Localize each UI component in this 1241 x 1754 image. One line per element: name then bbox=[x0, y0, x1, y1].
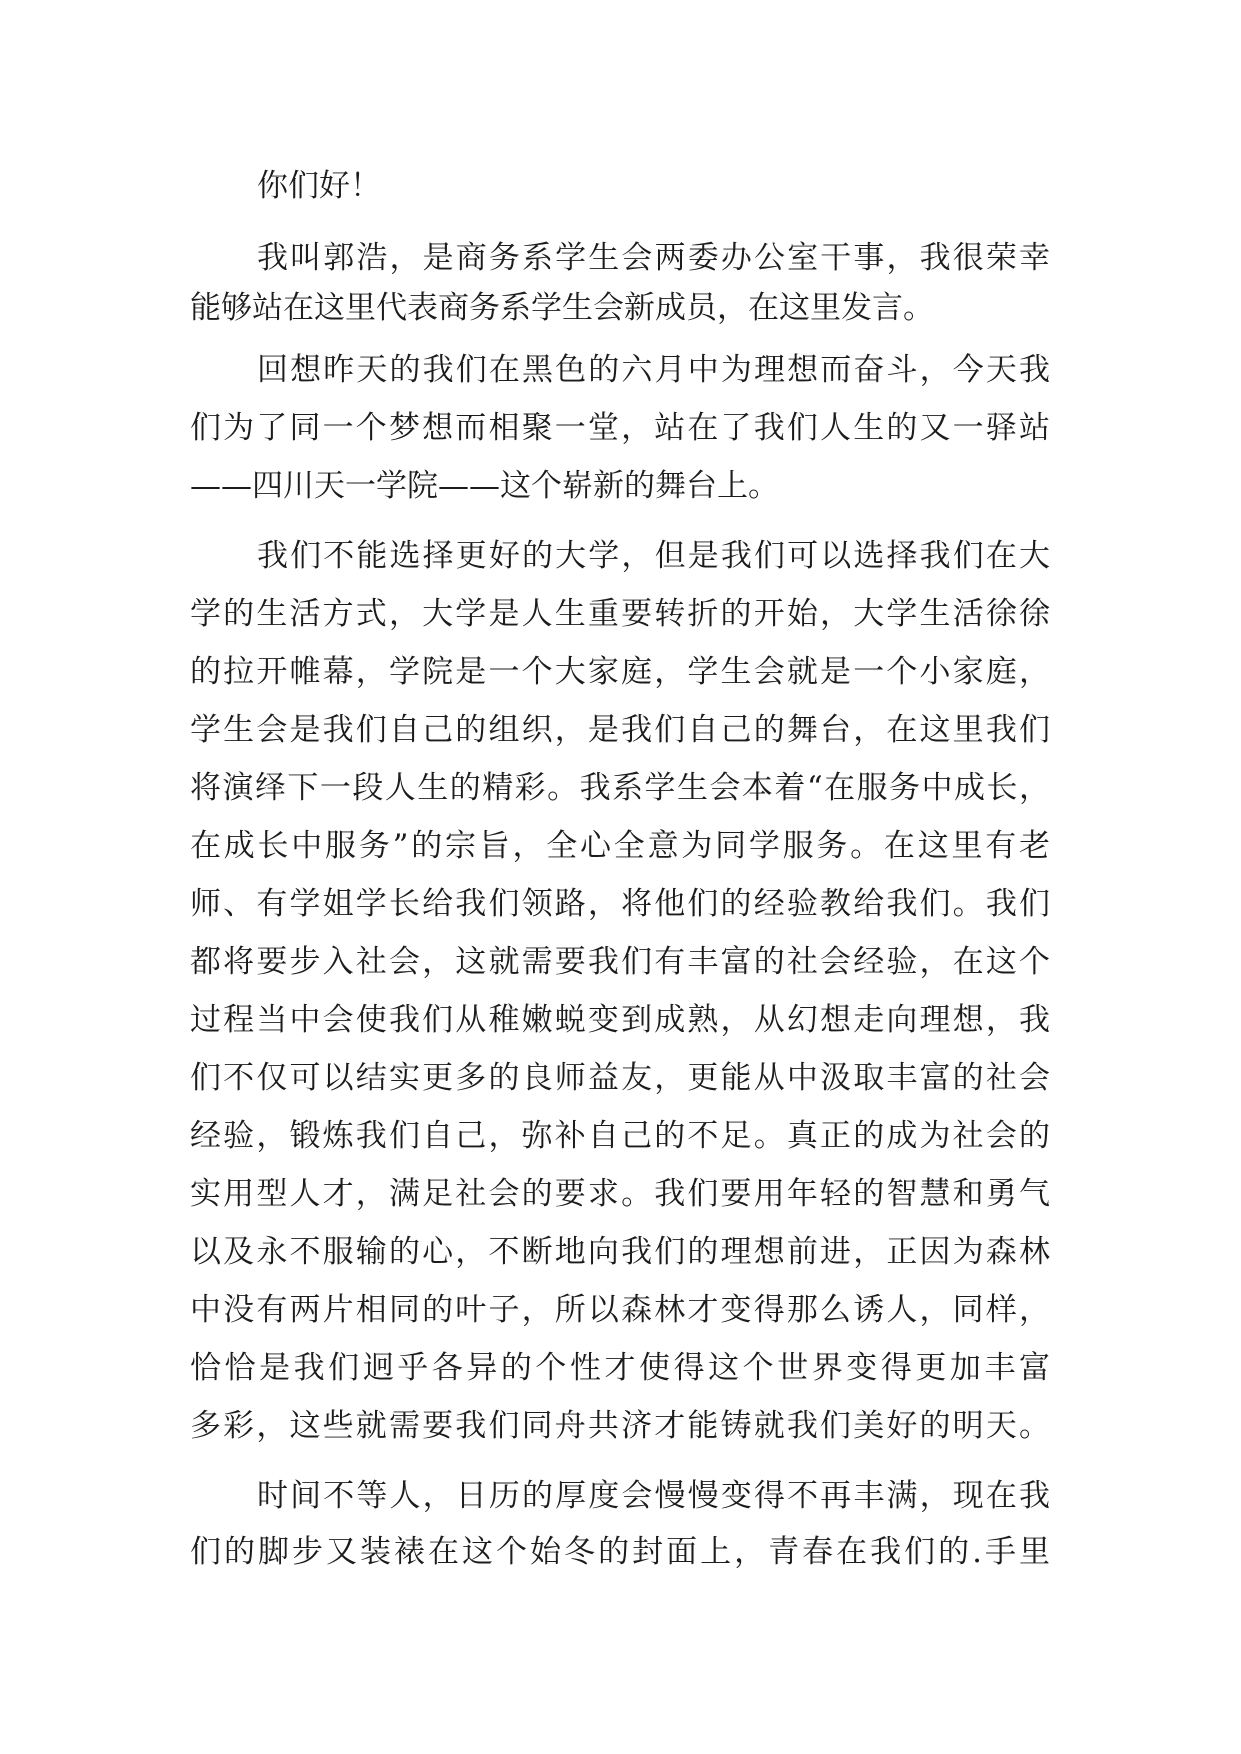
paragraph-line: 中没有两片相同的叶子，所以森林才变得那么诱人，同样， bbox=[190, 1292, 1050, 1328]
paragraph-line: 经验，锻炼我们自己，弥补自己的不足。真正的成为社会的 bbox=[190, 1118, 1050, 1154]
paragraph-line: 实用型人才，满足社会的要求。我们要用年轻的智慧和勇气 bbox=[190, 1176, 1050, 1212]
paragraph-line: ——四川天一学院——这个崭新的舞台上。 bbox=[190, 468, 779, 504]
paragraph-line: 的拉开帷幕，学院是一个大家庭，学生会就是一个小家庭， bbox=[190, 654, 1050, 690]
paragraph-line: 将演绎下一段人生的精彩。我系学生会本着“在服务中成长， bbox=[190, 770, 1050, 806]
paragraph-line: 能够站在这里代表商务系学生会新成员，在这里发言。 bbox=[190, 290, 934, 326]
paragraph-line: 都将要步入社会，这就需要我们有丰富的社会经验，在这个 bbox=[190, 944, 1050, 980]
paragraph-line: 恰恰是我们迥乎各异的个性才使得这个世界变得更加丰富 bbox=[190, 1350, 1050, 1386]
paragraph-line: 们的脚步又装裱在这个始冬的封面上，青春在我们的.手里 bbox=[190, 1534, 1050, 1570]
greeting-line: 你们好！ bbox=[257, 168, 381, 204]
paragraph-line: 以及永不服输的心，不断地向我们的理想前进，正因为森林 bbox=[190, 1234, 1050, 1270]
paragraph-line: 在成长中服务”的宗旨，全心全意为同学服务。在这里有老 bbox=[190, 828, 1050, 864]
paragraph-line: 学生会是我们自己的组织，是我们自己的舞台，在这里我们 bbox=[190, 712, 1050, 748]
paragraph-line: 学的生活方式，大学是人生重要转折的开始，大学生活徐徐 bbox=[190, 596, 1050, 632]
paragraph-line: 回想昨天的我们在黑色的六月中为理想而奋斗，今天我 bbox=[257, 352, 1050, 388]
paragraph-line: 我叫郭浩，是商务系学生会两委办公室干事，我很荣幸 bbox=[257, 240, 1050, 276]
paragraph-line: 过程当中会使我们从稚嫩蜕变到成熟，从幻想走向理想，我 bbox=[190, 1002, 1050, 1038]
paragraph-line: 师、有学姐学长给我们领路，将他们的经验教给我们。我们 bbox=[190, 886, 1050, 922]
paragraph-line: 多彩，这些就需要我们同舟共济才能铸就我们美好的明天。 bbox=[190, 1408, 1050, 1444]
paragraph-line: 时间不等人，日历的厚度会慢慢变得不再丰满，现在我 bbox=[257, 1478, 1050, 1514]
paragraph-line: 们不仅可以结实更多的良师益友，更能从中汲取丰富的社会 bbox=[190, 1060, 1050, 1096]
paragraph-line: 我们不能选择更好的大学，但是我们可以选择我们在大 bbox=[257, 538, 1050, 574]
paragraph-line: 们为了同一个梦想而相聚一堂，站在了我们人生的又一驿站 bbox=[190, 410, 1050, 446]
